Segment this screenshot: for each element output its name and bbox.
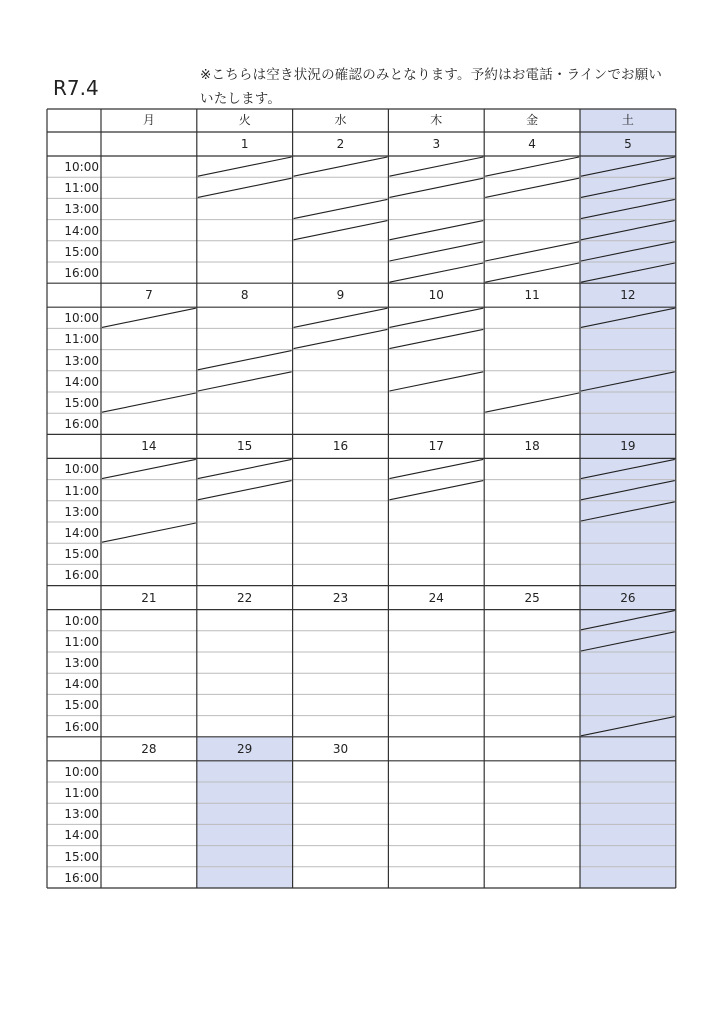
weekday-header: 月: [142, 113, 155, 127]
date-label: 15: [237, 439, 253, 454]
weekday-header: 水: [334, 113, 347, 127]
weekday-header: 火: [238, 113, 251, 127]
time-slot-label: 16:00: [64, 266, 99, 280]
page-title: R7.4: [53, 76, 99, 100]
time-slot-label: 13:00: [64, 807, 99, 822]
booked-slot-mark: [102, 393, 196, 412]
date-label: 8: [240, 288, 249, 303]
booked-slot-mark: [294, 329, 388, 348]
booked-slot-mark: [389, 221, 483, 240]
booked-slot-mark: [485, 393, 579, 412]
booked-slot-mark: [198, 459, 292, 478]
time-slot-label: 14:00: [64, 223, 99, 238]
booked-slot-mark: [294, 308, 388, 327]
time-slot-label: 15:00: [64, 547, 99, 562]
date-label: 5: [624, 137, 632, 151]
time-slot-label: 11:00: [64, 786, 99, 800]
booked-slot-mark: [389, 308, 483, 327]
time-slot-label: 11:00: [64, 181, 99, 196]
date-label: 21: [141, 590, 157, 605]
booked-slot-mark: [389, 372, 483, 391]
date-label: 24: [428, 590, 444, 605]
booked-slot-mark: [102, 523, 196, 542]
date-label: 10: [428, 288, 444, 303]
booked-slot-mark: [102, 459, 196, 478]
booked-slot-mark: [485, 242, 579, 261]
time-slot-label: 15:00: [64, 849, 99, 864]
date-label: 19: [620, 439, 636, 454]
time-slot-label: 13:00: [64, 656, 99, 670]
date-label: 2: [336, 137, 345, 151]
time-slot-label: 13:00: [64, 504, 99, 519]
booked-slot-mark: [389, 459, 483, 478]
time-slot-label: 15:00: [64, 698, 99, 713]
time-slot-label: 10:00: [64, 462, 99, 477]
time-slot-label: 10:00: [64, 613, 99, 628]
time-slot-label: 14:00: [64, 828, 99, 843]
booked-slot-mark: [198, 351, 292, 370]
booked-slot-mark: [294, 157, 388, 176]
booked-slot-mark: [198, 157, 292, 176]
date-label: 23: [332, 590, 349, 605]
booked-slot-mark: [389, 329, 483, 348]
saturday-column-fill: [580, 109, 676, 888]
date-label: 7: [145, 288, 153, 303]
booked-slot-mark: [198, 178, 292, 197]
time-slot-label: 11:00: [64, 634, 99, 649]
time-slot-label: 15:00: [64, 244, 99, 259]
booked-slot-mark: [102, 308, 196, 327]
date-label: 1: [240, 137, 249, 151]
time-slot-label: 13:00: [64, 353, 99, 368]
date-label: 17: [428, 439, 444, 454]
booked-slot-mark: [485, 178, 579, 197]
time-slot-label: 11:00: [64, 483, 99, 498]
weekday-header: 土: [621, 113, 634, 127]
date-label: 29: [237, 741, 253, 756]
booked-slot-mark: [294, 199, 388, 218]
time-slot-label: 11:00: [64, 332, 99, 347]
date-label: 26: [620, 590, 636, 605]
date-label: 14: [141, 439, 157, 454]
time-slot-label: 16:00: [64, 870, 99, 885]
date-label: 12: [620, 288, 636, 303]
date-label: 18: [524, 439, 540, 454]
date-label: 22: [237, 590, 253, 605]
booked-slot-mark: [485, 263, 579, 282]
date-label: 4: [528, 137, 536, 151]
holiday-column-fill: [197, 737, 293, 888]
date-label: 16: [332, 439, 349, 454]
time-slot-label: 10:00: [64, 764, 99, 779]
time-slot-label: 13:00: [64, 202, 99, 217]
booked-slot-mark: [198, 372, 292, 391]
notice-text: ※こちらは空き状況の確認のみとなります。予約はお電話・ラインでお願いいたします。: [200, 67, 663, 107]
date-label: 9: [336, 288, 345, 303]
date-label: 30: [332, 741, 349, 756]
time-slot-label: 16:00: [64, 417, 99, 432]
date-label: 3: [432, 137, 441, 151]
date-label: 11: [524, 288, 540, 303]
time-slot-label: 15:00: [64, 396, 99, 410]
booked-slot-mark: [294, 221, 388, 240]
time-slot-label: 10:00: [64, 160, 99, 174]
weekday-header: 金: [526, 113, 539, 127]
weekday-header: 木: [430, 113, 443, 127]
time-slot-label: 14:00: [64, 677, 99, 692]
booked-slot-mark: [389, 157, 483, 176]
time-slot-label: 16:00: [64, 568, 99, 583]
date-label: 28: [141, 741, 157, 756]
date-label: 25: [524, 590, 540, 605]
booked-slot-mark: [389, 481, 483, 500]
booked-slot-mark: [389, 242, 483, 261]
time-slot-label: 14:00: [64, 374, 99, 389]
time-slot-label: 14:00: [64, 526, 99, 540]
booked-slot-mark: [389, 178, 483, 197]
booked-slot-mark: [389, 263, 483, 282]
booked-slot-mark: [485, 157, 579, 176]
time-slot-label: 10:00: [64, 311, 99, 326]
booked-slot-mark: [198, 481, 292, 500]
time-slot-label: 16:00: [64, 719, 99, 734]
